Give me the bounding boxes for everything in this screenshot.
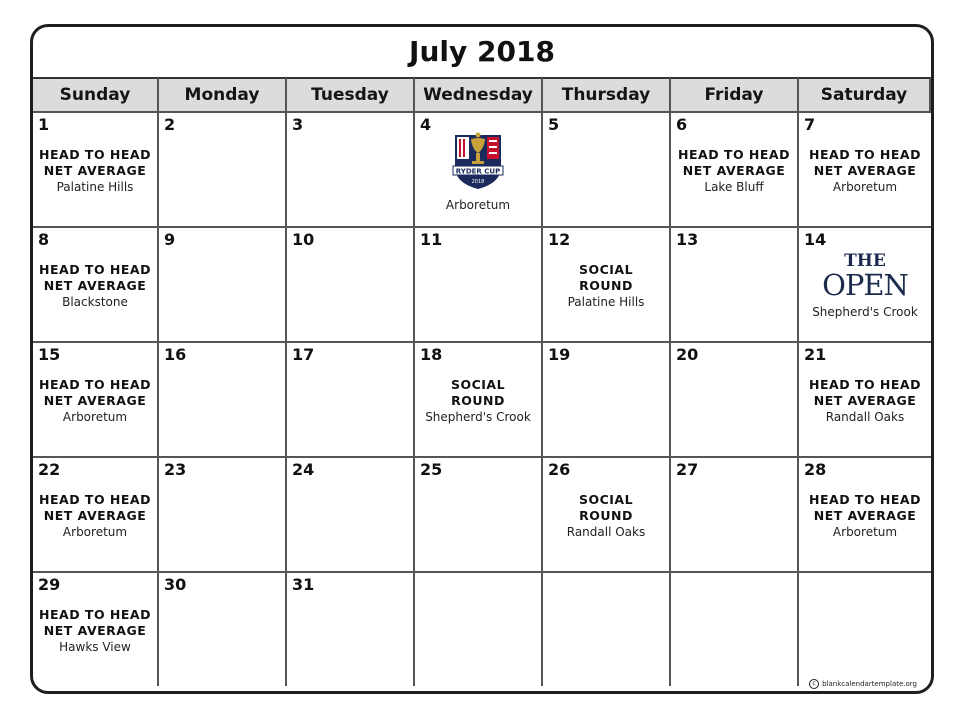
event-location: Arboretum [832,525,898,539]
day-header-tuesday: Tuesday [287,77,415,111]
event-head-to-head [799,377,931,426]
event-subtitle: NET AVERAGE [43,393,147,408]
event-subtitle: NET AVERAGE [813,508,917,523]
day-header-thursday: Thursday [543,77,671,111]
day-number: 4 [420,115,432,134]
event-location: Arboretum [832,180,898,194]
day-cell-22 [33,456,159,571]
event-location: Arboretum [445,198,511,212]
event-title: HEAD TO HEAD [39,262,151,277]
day-cell-15 [33,341,159,456]
day-number: 31 [292,575,315,594]
ryder-cup-logo [415,129,541,191]
event-title: HEAD TO HEAD [809,492,921,507]
event-title: SOCIAL [578,262,634,277]
day-cell-24 [287,456,415,571]
day-number: 28 [804,460,827,479]
event-subtitle: NET AVERAGE [43,163,147,178]
event-subtitle: ROUND [451,393,505,408]
day-number: 18 [420,345,443,364]
day-cell-25 [415,456,543,571]
open-logo-open: OPEN [822,268,908,298]
event-title: HEAD TO HEAD [39,607,151,622]
day-number: 6 [676,115,688,134]
day-header-monday: Monday [159,77,287,111]
day-cell-10 [287,226,415,341]
day-number: 11 [420,230,443,249]
empty-day-cell [543,571,671,686]
day-number: 24 [292,460,315,479]
day-number: 5 [548,115,560,134]
event-ryder-cup [415,197,541,214]
day-number: 21 [804,345,827,364]
day-cell-13 [671,226,799,341]
event-title: HEAD TO HEAD [809,377,921,392]
event-head-to-head [33,147,157,196]
day-number: 7 [804,115,816,134]
calendar-title: July 2018 [409,35,555,68]
event-location: Shepherd's Crook [812,305,918,319]
event-head-to-head [671,147,797,196]
day-number: 16 [164,345,187,364]
event-location: Blackstone [62,295,128,309]
day-cell-20 [671,341,799,456]
day-cell-27 [671,456,799,571]
day-number: 27 [676,460,699,479]
day-cell-17 [287,341,415,456]
event-location: Arboretum [62,410,128,424]
event-location: Palatine Hills [567,295,645,309]
day-cell-16 [159,341,287,456]
calendar-grid [33,77,931,691]
event-title: HEAD TO HEAD [678,147,790,162]
event-head-to-head [33,262,157,311]
day-number: 10 [292,230,315,249]
event-social-round [543,492,669,541]
day-header-saturday: Saturday [799,77,931,111]
day-cell-29 [33,571,159,686]
event-title: HEAD TO HEAD [39,492,151,507]
day-number: 1 [38,115,50,134]
open-logo-the: THE [844,251,886,271]
event-subtitle: ROUND [579,508,633,523]
empty-day-cell [671,571,799,686]
day-cell-19 [543,341,671,456]
event-title: HEAD TO HEAD [809,147,921,162]
day-cell-3 [287,111,415,226]
day-number: 2 [164,115,176,134]
day-cell-31 [287,571,415,686]
copyright-icon: c [809,679,819,689]
day-number: 8 [38,230,50,249]
day-number: 30 [164,575,187,594]
event-head-to-head [799,492,931,541]
day-number: 3 [292,115,304,134]
day-cell-4 [415,111,543,226]
the-open-logo [799,248,931,298]
calendar-frame [30,24,934,694]
event-subtitle: ROUND [579,278,633,293]
event-the-open [799,304,931,321]
event-title: SOCIAL [578,492,634,507]
credit-text: blankcalendartemplate.org [822,680,917,688]
event-subtitle: NET AVERAGE [43,623,147,638]
event-location: Randall Oaks [566,525,646,539]
day-cell-23 [159,456,287,571]
the-open-logo-icon [813,248,917,298]
event-subtitle: NET AVERAGE [813,393,917,408]
day-number: 12 [548,230,571,249]
event-location: Randall Oaks [825,410,905,424]
day-cell-2 [159,111,287,226]
day-header-sunday: Sunday [33,77,159,111]
day-cell-21 [799,341,931,456]
day-number: 15 [38,345,61,364]
day-number: 26 [548,460,571,479]
day-cell-6 [671,111,799,226]
day-cell-18 [415,341,543,456]
day-cell-9 [159,226,287,341]
event-social-round [543,262,669,311]
day-number: 9 [164,230,176,249]
day-cell-12 [543,226,671,341]
day-cell-1 [33,111,159,226]
event-head-to-head [799,147,931,196]
event-head-to-head [33,492,157,541]
event-location: Shepherd's Crook [425,410,531,424]
event-subtitle: NET AVERAGE [813,163,917,178]
day-number: 23 [164,460,187,479]
day-cell-8 [33,226,159,341]
ryder-logo-year: 2018 [471,179,485,185]
day-cell-11 [415,226,543,341]
event-location: Arboretum [62,525,128,539]
day-header-wednesday: Wednesday [415,77,543,111]
ryder-logo-text: RYDER CUP [455,167,501,176]
day-header-friday: Friday [671,77,799,111]
day-number: 17 [292,345,315,364]
event-location: Hawks View [59,640,131,654]
event-title: SOCIAL [450,377,506,392]
day-cell-30 [159,571,287,686]
event-subtitle: NET AVERAGE [682,163,786,178]
event-social-round [415,377,541,426]
day-number: 14 [804,230,827,249]
event-title: HEAD TO HEAD [39,147,151,162]
ryder-cup-logo-icon [447,129,509,191]
day-cell-7 [799,111,931,226]
event-location: Lake Bluff [704,180,764,194]
footer-credit [809,679,917,689]
event-head-to-head [33,377,157,426]
day-number: 19 [548,345,571,364]
day-cell-5 [543,111,671,226]
day-number: 20 [676,345,699,364]
day-number: 29 [38,575,61,594]
day-cell-28 [799,456,931,571]
event-subtitle: NET AVERAGE [43,508,147,523]
event-head-to-head [33,607,157,656]
event-subtitle: NET AVERAGE [43,278,147,293]
empty-day-cell [799,571,931,686]
event-location: Palatine Hills [56,180,134,194]
day-cell-26 [543,456,671,571]
day-cell-14 [799,226,931,341]
event-title: HEAD TO HEAD [39,377,151,392]
day-number: 25 [420,460,443,479]
day-number: 13 [676,230,699,249]
empty-day-cell [415,571,543,686]
day-number: 22 [38,460,61,479]
